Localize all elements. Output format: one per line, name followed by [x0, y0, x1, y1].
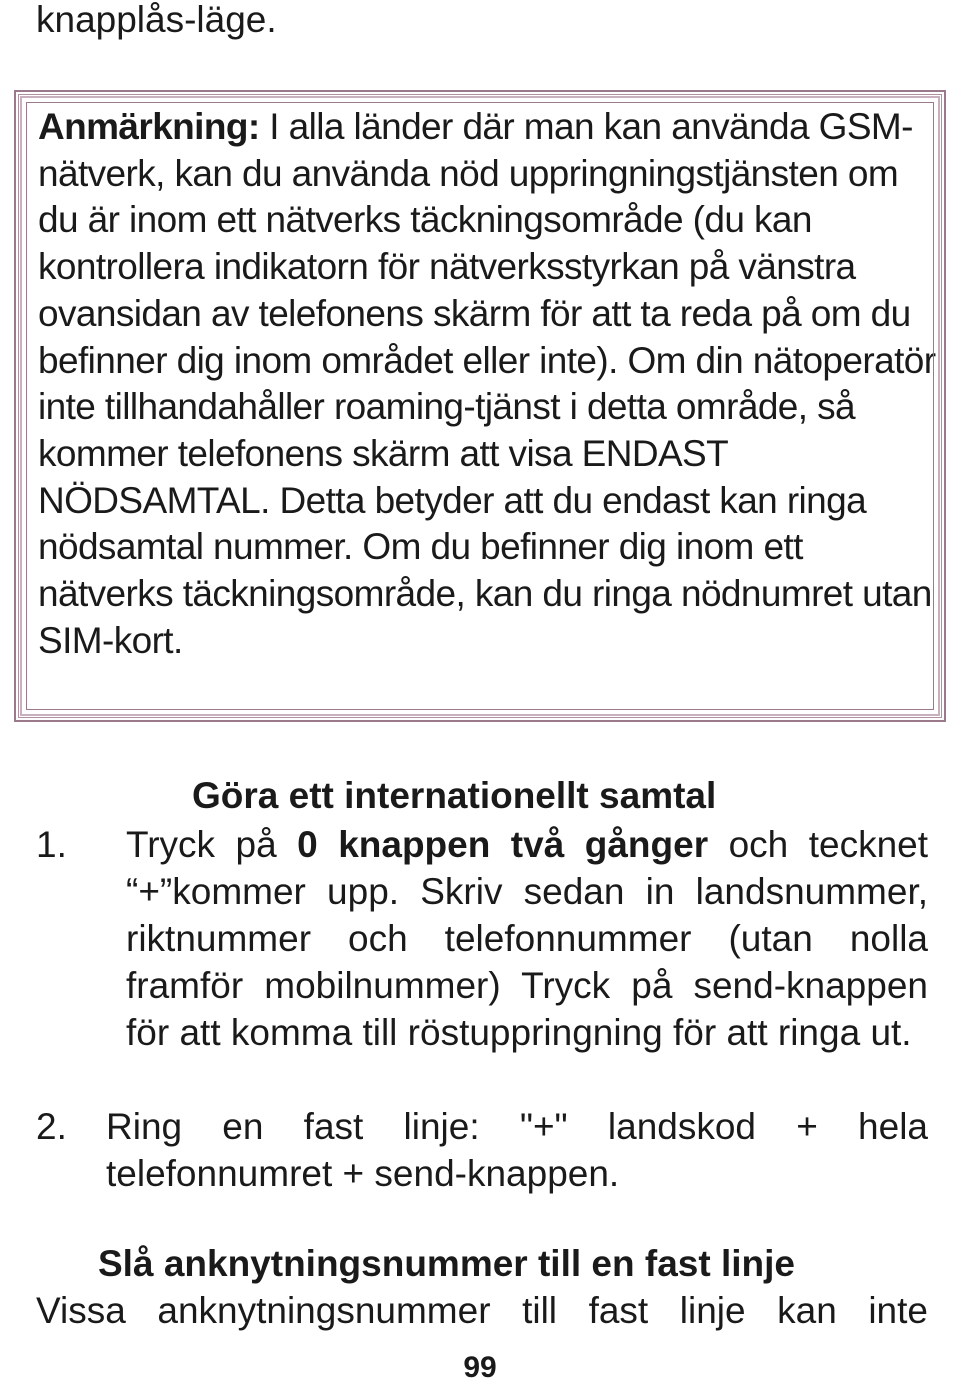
note-box: [14, 90, 946, 722]
page-number: 99: [463, 1351, 497, 1384]
extension-paragraph: Vissa anknytningsnummer till fast linje kan inte: [36, 1290, 928, 1331]
list-item-2: Ring en fast linje: "+" landskod + hela telefonnumret + send-knappen.: [106, 1106, 928, 1194]
list-item-1-text-after: och tecknet “+”kommer upp. Skriv sedan in landsnummer, riktnummer och telefonnummer (utan nolla framför mobilnummer) Tryck på send-knappen för att komma till röstuppringning för att ringa ut.: [126, 824, 929, 1053]
extension-number-heading: Slå anknytningsnummer till en fast linje: [98, 1243, 795, 1284]
list-number-2: 2.: [36, 1106, 67, 1147]
list-item-1-bold: 0 knappen två gånger: [297, 824, 709, 865]
note-paragraph: [38, 104, 938, 664]
list-item-1-text-before: Tryck på: [126, 824, 298, 865]
international-call-heading: Göra ett internationellt samtal: [192, 775, 717, 816]
list-number-1: 1.: [36, 824, 67, 865]
note-label: Anmärkning:: [38, 106, 260, 147]
list-item-1: [126, 821, 928, 1056]
note-body: I alla länder där man kan använda GSM-nätverk, kan du använda nöd uppringningstjänsten om du är inom ett nätverks täckningsområde (du kan kontrollera indikatorn för nätverksstyrkan på vänstra ovansidan av telefonens skärm för att ta reda på om du befinner dig inom området eller inte). Om din nätoperatör inte tillhandahåller roaming-tjänst i detta område, så kommer telefonens skärm att visa ENDAST NÖDSAMTAL. Detta betyder att du endast kan ringa nödsamtal nummer. Om du befinner dig inom ett nätverks täckningsområde, kan du ringa nödnumret utan SIM-kort.: [38, 106, 936, 661]
continued-text-line: knapplås-läge.: [36, 0, 277, 40]
